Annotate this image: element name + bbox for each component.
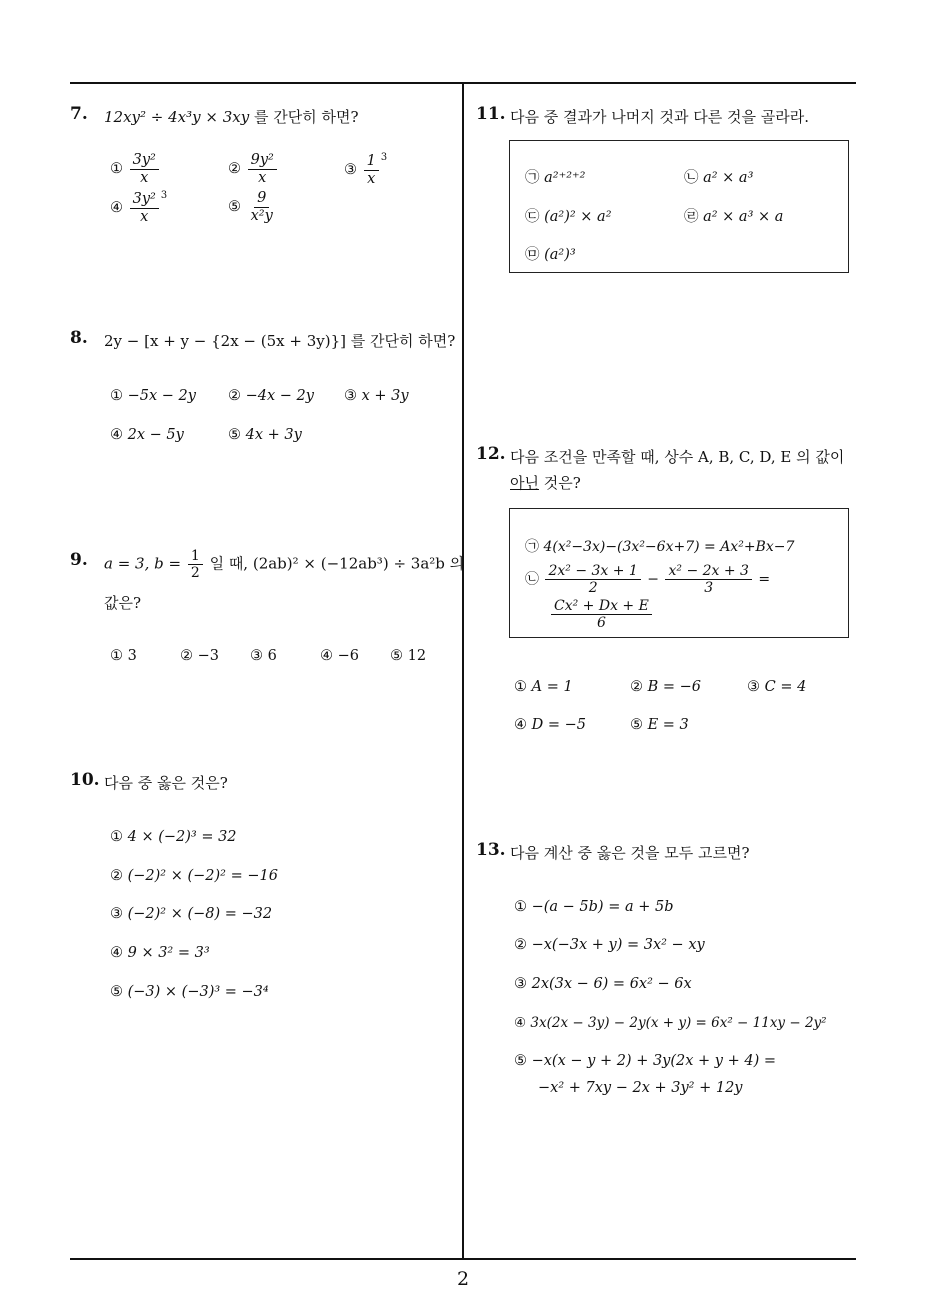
option-mark: ④: [320, 648, 333, 664]
denominator: x: [258, 169, 267, 186]
option-mark: ④: [514, 717, 527, 733]
question-9-number: 9.: [70, 550, 88, 570]
option-text: −3: [197, 648, 219, 664]
question-11-number: 11.: [476, 104, 506, 124]
option-text: 12: [407, 648, 427, 664]
option-text: E = 3: [647, 717, 689, 733]
fraction: [130, 152, 159, 186]
q13-option-2[interactable]: [514, 937, 705, 953]
numerator: Cx² + Dx + E: [551, 598, 652, 615]
question-7-suffix: 를 간단히 하면?: [254, 108, 359, 126]
option-mark: ⑤: [390, 648, 403, 664]
fraction: [130, 191, 159, 225]
q10-option-5[interactable]: [110, 984, 269, 1000]
numerator: 1: [364, 153, 379, 171]
option-mark: ④: [110, 200, 123, 216]
q13-option-3[interactable]: [514, 976, 692, 992]
operator: −: [647, 571, 660, 588]
option-mark: ③: [344, 162, 357, 178]
q11-item-1: [525, 166, 586, 187]
option-text: −4x − 2y: [245, 388, 314, 404]
q7-option-1[interactable]: [110, 152, 161, 186]
q12-option-3[interactable]: [747, 679, 806, 695]
option-text: −x(−3x + y) = 3x² − xy: [531, 937, 705, 953]
denominator: 2: [588, 580, 598, 597]
option-text: −6: [337, 648, 359, 664]
underlined-word: 아닌: [510, 474, 539, 492]
option-text: (−2)² × (−8) = −32: [127, 906, 273, 922]
q11-item-3: [525, 205, 612, 226]
question-8-stem: 2y − [x + y − {2x − (5x + 3y)}] 를 간단히 하면?: [104, 332, 456, 350]
option-mark: ⑤: [228, 199, 241, 216]
question-9-stem-line2: 값은?: [104, 594, 142, 612]
option-mark: ②: [180, 648, 193, 664]
fraction: [248, 152, 277, 186]
option-text: A = 1: [531, 679, 573, 695]
q13-option-4[interactable]: [514, 1015, 827, 1031]
column-divider: [462, 82, 464, 1259]
q9-option-5[interactable]: [390, 648, 426, 664]
question-12-number: 12.: [476, 444, 506, 464]
question-12-stem: 다음 조건을 만족할 때, 상수 A, B, C, D, E 의 값이: [510, 448, 845, 466]
option-mark: ④: [514, 1015, 527, 1031]
q12-option-1[interactable]: [514, 679, 573, 695]
q12-option-2[interactable]: [630, 679, 701, 695]
exponent: 3: [380, 152, 388, 163]
denominator: x: [140, 169, 149, 186]
q7-option-5[interactable]: [228, 190, 278, 224]
q8-option-1[interactable]: [110, 388, 196, 404]
option-mark: ①: [514, 679, 527, 695]
option-text: (−2)² × (−2)² = −16: [127, 868, 278, 884]
option-text: 9 × 3² = 3³: [127, 945, 210, 961]
numerator: 1: [188, 548, 203, 565]
option-text: C = 4: [764, 679, 807, 695]
option-mark: ④: [110, 427, 123, 443]
denominator: 2: [190, 565, 200, 582]
q10-option-1[interactable]: [110, 829, 237, 845]
item-mark: ㉠: [525, 539, 539, 555]
option-mark: ②: [228, 161, 241, 178]
fraction: [545, 563, 640, 596]
q9-option-1[interactable]: [110, 648, 137, 664]
denominator: 3: [704, 580, 714, 597]
question-7-number: 7.: [70, 104, 88, 124]
numerator: 2x² − 3x + 1: [545, 563, 640, 580]
q12-condition-2-rhs: [549, 598, 654, 631]
denominator: x: [140, 208, 149, 225]
option-mark: ③: [344, 388, 357, 404]
option-text: D = −5: [531, 717, 586, 733]
q9-option-4[interactable]: [320, 648, 359, 664]
option-text: 2x − 5y: [127, 427, 184, 443]
option-mark: ①: [514, 899, 527, 915]
option-text: x + 3y: [361, 388, 409, 404]
item-mark: ㉡: [525, 571, 539, 588]
item-mark: ㉠: [525, 170, 540, 186]
option-text: −x(x − y + 2) + 3y(2x + y + 4) =: [531, 1053, 776, 1069]
option-mark: ⑤: [228, 427, 241, 443]
numerator: 9: [254, 190, 269, 208]
q13-option-5[interactable]: [514, 1053, 776, 1069]
option-mark: ①: [110, 648, 123, 664]
item-text: a² × a³: [703, 170, 754, 186]
question-12-stem-line2: [510, 472, 581, 493]
question-7-expression: 12xy² ÷ 4x³y × 3xy: [104, 108, 250, 126]
fraction: [248, 190, 276, 224]
option-mark: ③: [514, 976, 527, 992]
option-mark: ③: [747, 679, 760, 695]
option-mark: ②: [514, 937, 527, 953]
denominator: x: [367, 170, 376, 187]
item-mark: ㉢: [525, 209, 540, 225]
stem-part: 일 때, (2ab)² × (−12ab³) ÷ 3a²b 의: [209, 554, 465, 573]
page-number: 2: [456, 1268, 470, 1290]
question-11-stem: 다음 중 결과가 나머지 것과 다른 것을 골라라.: [510, 108, 809, 126]
option-text: 3x(2x − 3y) − 2y(x + y) = 6x² − 11xy − 2y²: [530, 1015, 827, 1031]
exponent: 3: [160, 190, 168, 201]
q8-option-3[interactable]: [344, 388, 409, 404]
option-mark: ④: [110, 945, 123, 961]
option-mark: ①: [110, 388, 123, 404]
stem-part: a = 3, b =: [104, 554, 182, 573]
q10-option-3[interactable]: [110, 906, 272, 922]
option-text: −5x − 2y: [127, 388, 196, 404]
option-mark: ⑤: [630, 717, 643, 733]
option-mark: ⑤: [514, 1053, 527, 1069]
operator: =: [758, 571, 771, 588]
option-mark: ②: [228, 388, 241, 404]
question-7-stem: [104, 106, 359, 127]
question-13-stem: 다음 계산 중 옳은 것을 모두 고르면?: [510, 844, 750, 862]
q8-option-5[interactable]: [228, 427, 302, 443]
option-mark: ③: [250, 648, 263, 664]
fraction-half: [188, 548, 203, 581]
option-text: 3: [127, 648, 137, 664]
q12-condition-1: [525, 536, 794, 556]
option-mark: ⑤: [110, 984, 123, 1000]
fraction: [364, 153, 379, 187]
q13-option-1[interactable]: [514, 899, 673, 915]
option-text: 4x + 3y: [245, 427, 302, 443]
condition-text: 4(x²−3x)−(3x²−6x+7) = Ax²+Bx−7: [543, 539, 795, 555]
option-mark: ①: [110, 829, 123, 845]
q12-option-5[interactable]: [630, 717, 689, 733]
q8-option-4[interactable]: [110, 427, 184, 443]
denominator: x²y: [250, 207, 273, 224]
question-9-stem: [104, 548, 464, 581]
question-8-number: 8.: [70, 328, 88, 348]
q9-option-3[interactable]: [250, 648, 277, 664]
q11-item-2: [684, 166, 753, 187]
item-text: a²⁺²⁺²: [544, 170, 586, 186]
numerator: 3y²: [130, 152, 159, 170]
q11-item-4: [684, 205, 783, 226]
q12-option-4[interactable]: [514, 717, 586, 733]
option-mark: ③: [110, 906, 123, 922]
q7-option-4[interactable]: [110, 190, 167, 225]
numerator: 9y²: [248, 152, 277, 170]
item-text: (a²)² × a²: [544, 209, 612, 225]
option-mark: ②: [630, 679, 643, 695]
numerator: x² − 2x + 3: [665, 563, 751, 580]
numerator: 3y²: [130, 191, 159, 209]
question-10-stem: 다음 중 옳은 것은?: [104, 774, 228, 792]
option-text: −(a − 5b) = a + 5b: [531, 899, 674, 915]
item-text: a² × a³ × a: [703, 209, 784, 225]
item-mark: ㉡: [684, 170, 699, 186]
option-text: B = −6: [647, 679, 702, 695]
fraction: [665, 563, 751, 596]
option-text: (−3) × (−3)³ = −3⁴: [127, 984, 269, 1000]
stem-part: 것은?: [538, 474, 581, 492]
q12-condition-2: [525, 563, 770, 596]
q10-option-4[interactable]: [110, 945, 210, 961]
denominator: 6: [596, 615, 606, 632]
q8-option-2[interactable]: [228, 388, 314, 404]
option-text: 6: [267, 648, 277, 664]
q7-option-3[interactable]: [344, 152, 387, 187]
q10-option-2[interactable]: [110, 868, 278, 884]
question-13-number: 13.: [476, 840, 506, 860]
option-mark: ②: [110, 868, 123, 884]
option-text: 4 × (−2)³ = 32: [127, 829, 237, 845]
q7-option-2[interactable]: [228, 152, 279, 186]
fraction: [551, 598, 652, 631]
q11-item-5: [525, 243, 576, 264]
item-text: (a²)³: [544, 247, 576, 263]
item-mark: ㉣: [684, 209, 699, 225]
q13-option-5-line2: −x² + 7xy − 2x + 3y² + 12y: [538, 1080, 743, 1096]
option-text: 2x(3x − 6) = 6x² − 6x: [531, 976, 692, 992]
q9-option-2[interactable]: [180, 648, 219, 664]
option-mark: ①: [110, 161, 123, 178]
question-10-number: 10.: [70, 770, 100, 790]
item-mark: ㉤: [525, 247, 540, 263]
